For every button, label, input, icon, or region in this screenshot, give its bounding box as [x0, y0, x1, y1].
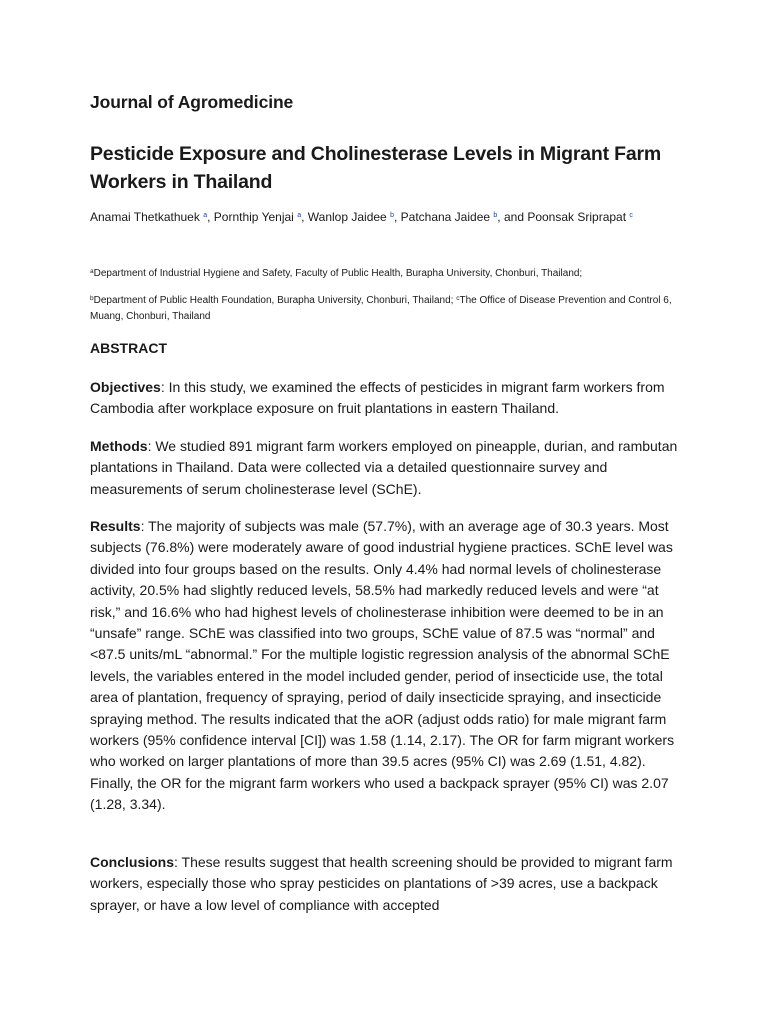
- author-affiliation-marker: c: [629, 212, 633, 219]
- abstract-objectives: [90, 377, 690, 420]
- author-affiliation-marker: b: [390, 212, 394, 219]
- affiliation-text: The Office of Disease Prevention and Control 6, Muang, Chonburi, Thailand: [90, 295, 672, 322]
- section-label: Results: [90, 518, 141, 534]
- author: Wanlop Jaidee $^b$,: [307, 210, 401, 224]
- author: Poonsak Sriprapat $^c$: [527, 210, 633, 224]
- author-affiliation-marker: a: [203, 212, 208, 219]
- affiliation-marker: a: [90, 268, 94, 275]
- abstract-heading: ABSTRACT: [90, 340, 167, 356]
- author: Patchana Jaidee $^b$, and: [400, 210, 528, 224]
- affiliation-b-c: [90, 291, 690, 325]
- journal-name: Journal of Agromedicine: [90, 92, 294, 112]
- section-label: Conclusions: [90, 854, 175, 870]
- abstract-results: [90, 516, 690, 816]
- section-text: : The majority of subjects was male (57.7%), with an average age of 30.3 years. Most subjects (76.8%) were moderately aware of good industrial hygiene practices. SChE level was divided into four groups based on the results. Only 4.4% had normal levels of cholinesterase activity, 20.5% had slightly reduced levels, 58.5% had markedly reduced levels and were “at risk,” and 16.6% who had highest levels of cholinesterase inhibition were deemed to be in an “unsafe” range. SChE was classified into two groups, SChE value of 87.5 was “normal” and <87.5 units/mL “abnormal.” For the multiple logistic regression analysis of the abnormal SChE levels, the variables entered in the model included gender, period of insecticide use, the total area of plantation, frequency of spraying, period of daily insecticide spraying, and insecticide spraying method. The results indicated that the aOR (adjust odds ratio) for male migrant farm workers (95% confidence interval [CI]) was 1.58 (1.14, 2.17). The OR for farm migrant workers who worked on larger plantations of more than 39.5 acres (95% CI) was 2.69 (1.51, 4.82). Finally, the OR for the migrant farm workers who used a backpack sprayer (95% CI) was 2.07 (1.28, 3.34).: [90, 518, 675, 813]
- paper-title: Pesticide Exposure and Cholinesterase Levels in Migrant Farm Workers in Thailand: [90, 143, 662, 193]
- abstract-methods: [90, 436, 690, 500]
- affiliation-a: [90, 264, 690, 282]
- abstract-conclusions: [90, 852, 690, 916]
- section-text: : We studied 891 migrant farm workers employed on pineapple, durian, and rambutan plantations in Thailand. Data were collected via a detailed questionnaire survey and measurements of serum cholinesterase level (SChE).: [90, 438, 678, 497]
- author-affiliation-marker: a: [297, 212, 302, 219]
- section-text: : These results suggest that health screening should be provided to migrant farm workers, especially those who spray pesticides on plantations of >39 acres, use a backpack sprayer, or have a low level of compliance with accepted: [90, 854, 673, 913]
- author-list: [90, 206, 690, 227]
- author: Anamai Thetkathuek $^a$,: [90, 210, 214, 224]
- section-text: : In this study, we examined the effects of pesticides in migrant farm workers from Cambodia after workplace exposure on fruit plantations in eastern Thailand.: [90, 379, 665, 417]
- section-label: Methods: [90, 438, 148, 454]
- affiliation-marker: c: [456, 295, 460, 302]
- author-affiliation-marker: b: [493, 212, 498, 219]
- section-label: Objectives: [90, 379, 161, 395]
- author: Pornthip Yenjai $^a$,: [213, 210, 308, 224]
- affiliation-marker: b: [90, 295, 94, 302]
- affiliation-text: Department of Public Health Foundation, Burapha University, Chonburi, Thailand;: [93, 295, 457, 306]
- affiliation-text: Department of Industrial Hygiene and Safety, Faculty of Public Health, Burapha University, Chonburi, Thailand;: [93, 268, 583, 279]
